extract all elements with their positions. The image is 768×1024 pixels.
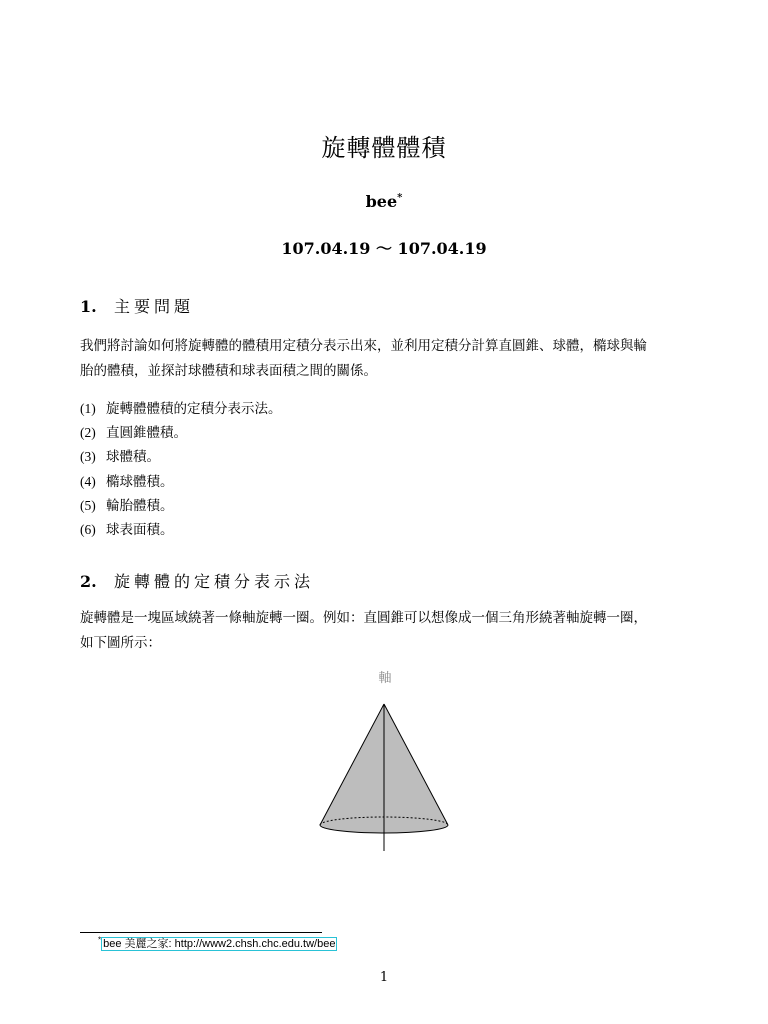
page-number: 1 <box>379 970 389 985</box>
list-marker: (4) <box>80 473 96 489</box>
section1-paragraph <box>80 334 692 384</box>
footnote-marker: * <box>98 935 102 945</box>
paragraph-line: 旋轉體是一塊區域繞著一條軸旋轉一圈。例如：直圓錐可以想像成一個三角形繞著軸旋轉一圈， <box>80 610 647 626</box>
paragraph-line: 如下圖所示： <box>80 635 161 651</box>
section-heading-1 <box>80 294 194 317</box>
cone-figure <box>300 662 470 857</box>
author-footnote-marker[interactable]: * <box>397 192 403 204</box>
list-marker: (2) <box>80 425 96 441</box>
list-marker: (5) <box>80 497 96 513</box>
section2-paragraph <box>80 606 692 656</box>
paragraph-line: 胎的體積，並探討球體積和球表面積之間的關係。 <box>80 363 377 379</box>
list-item-text: 直圓錐體積。 <box>106 425 187 442</box>
list-item <box>80 494 282 518</box>
list-item-text: 球表面積。 <box>106 521 174 538</box>
footnote-link[interactable]: bee 美麗之家: http://www2.chsh.chc.edu.tw/bee <box>103 938 336 950</box>
list-item-text: 球體積。 <box>106 449 160 466</box>
date-range: 107.04.19 ～ 107.04.19 <box>281 239 487 258</box>
footnote-rule <box>80 932 322 933</box>
list-item-text: 旋轉體體積的定積分表示法。 <box>106 401 282 417</box>
section-number: 2. <box>80 572 97 591</box>
section-number: 1. <box>80 297 97 316</box>
paragraph-line: 我們將討論如何將旋轉體的體積用定積分表示出來，並利用定積分計算直圓錐、球體，橢球與輪 <box>80 338 647 354</box>
author-name: bee <box>365 192 398 211</box>
list-item <box>80 397 282 421</box>
list-item <box>80 470 282 494</box>
list-marker: (6) <box>80 521 96 537</box>
section-title: 旋轉體的定積分表示法 <box>114 572 315 591</box>
paper-title: 旋轉體體積 <box>321 134 447 162</box>
list-marker: (1) <box>80 401 96 416</box>
author-line <box>0 192 768 211</box>
problem-list <box>80 397 282 542</box>
section-heading-2 <box>80 569 314 592</box>
footnote <box>98 935 337 951</box>
axis-label: 軸 <box>378 671 392 686</box>
list-item-text: 輪胎體積。 <box>106 497 174 514</box>
list-item <box>80 518 282 542</box>
list-item <box>80 445 282 469</box>
list-item-text: 橢球體積。 <box>106 473 174 490</box>
list-item <box>80 421 282 445</box>
list-marker: (3) <box>80 449 96 465</box>
section-title: 主要問題 <box>114 297 195 316</box>
